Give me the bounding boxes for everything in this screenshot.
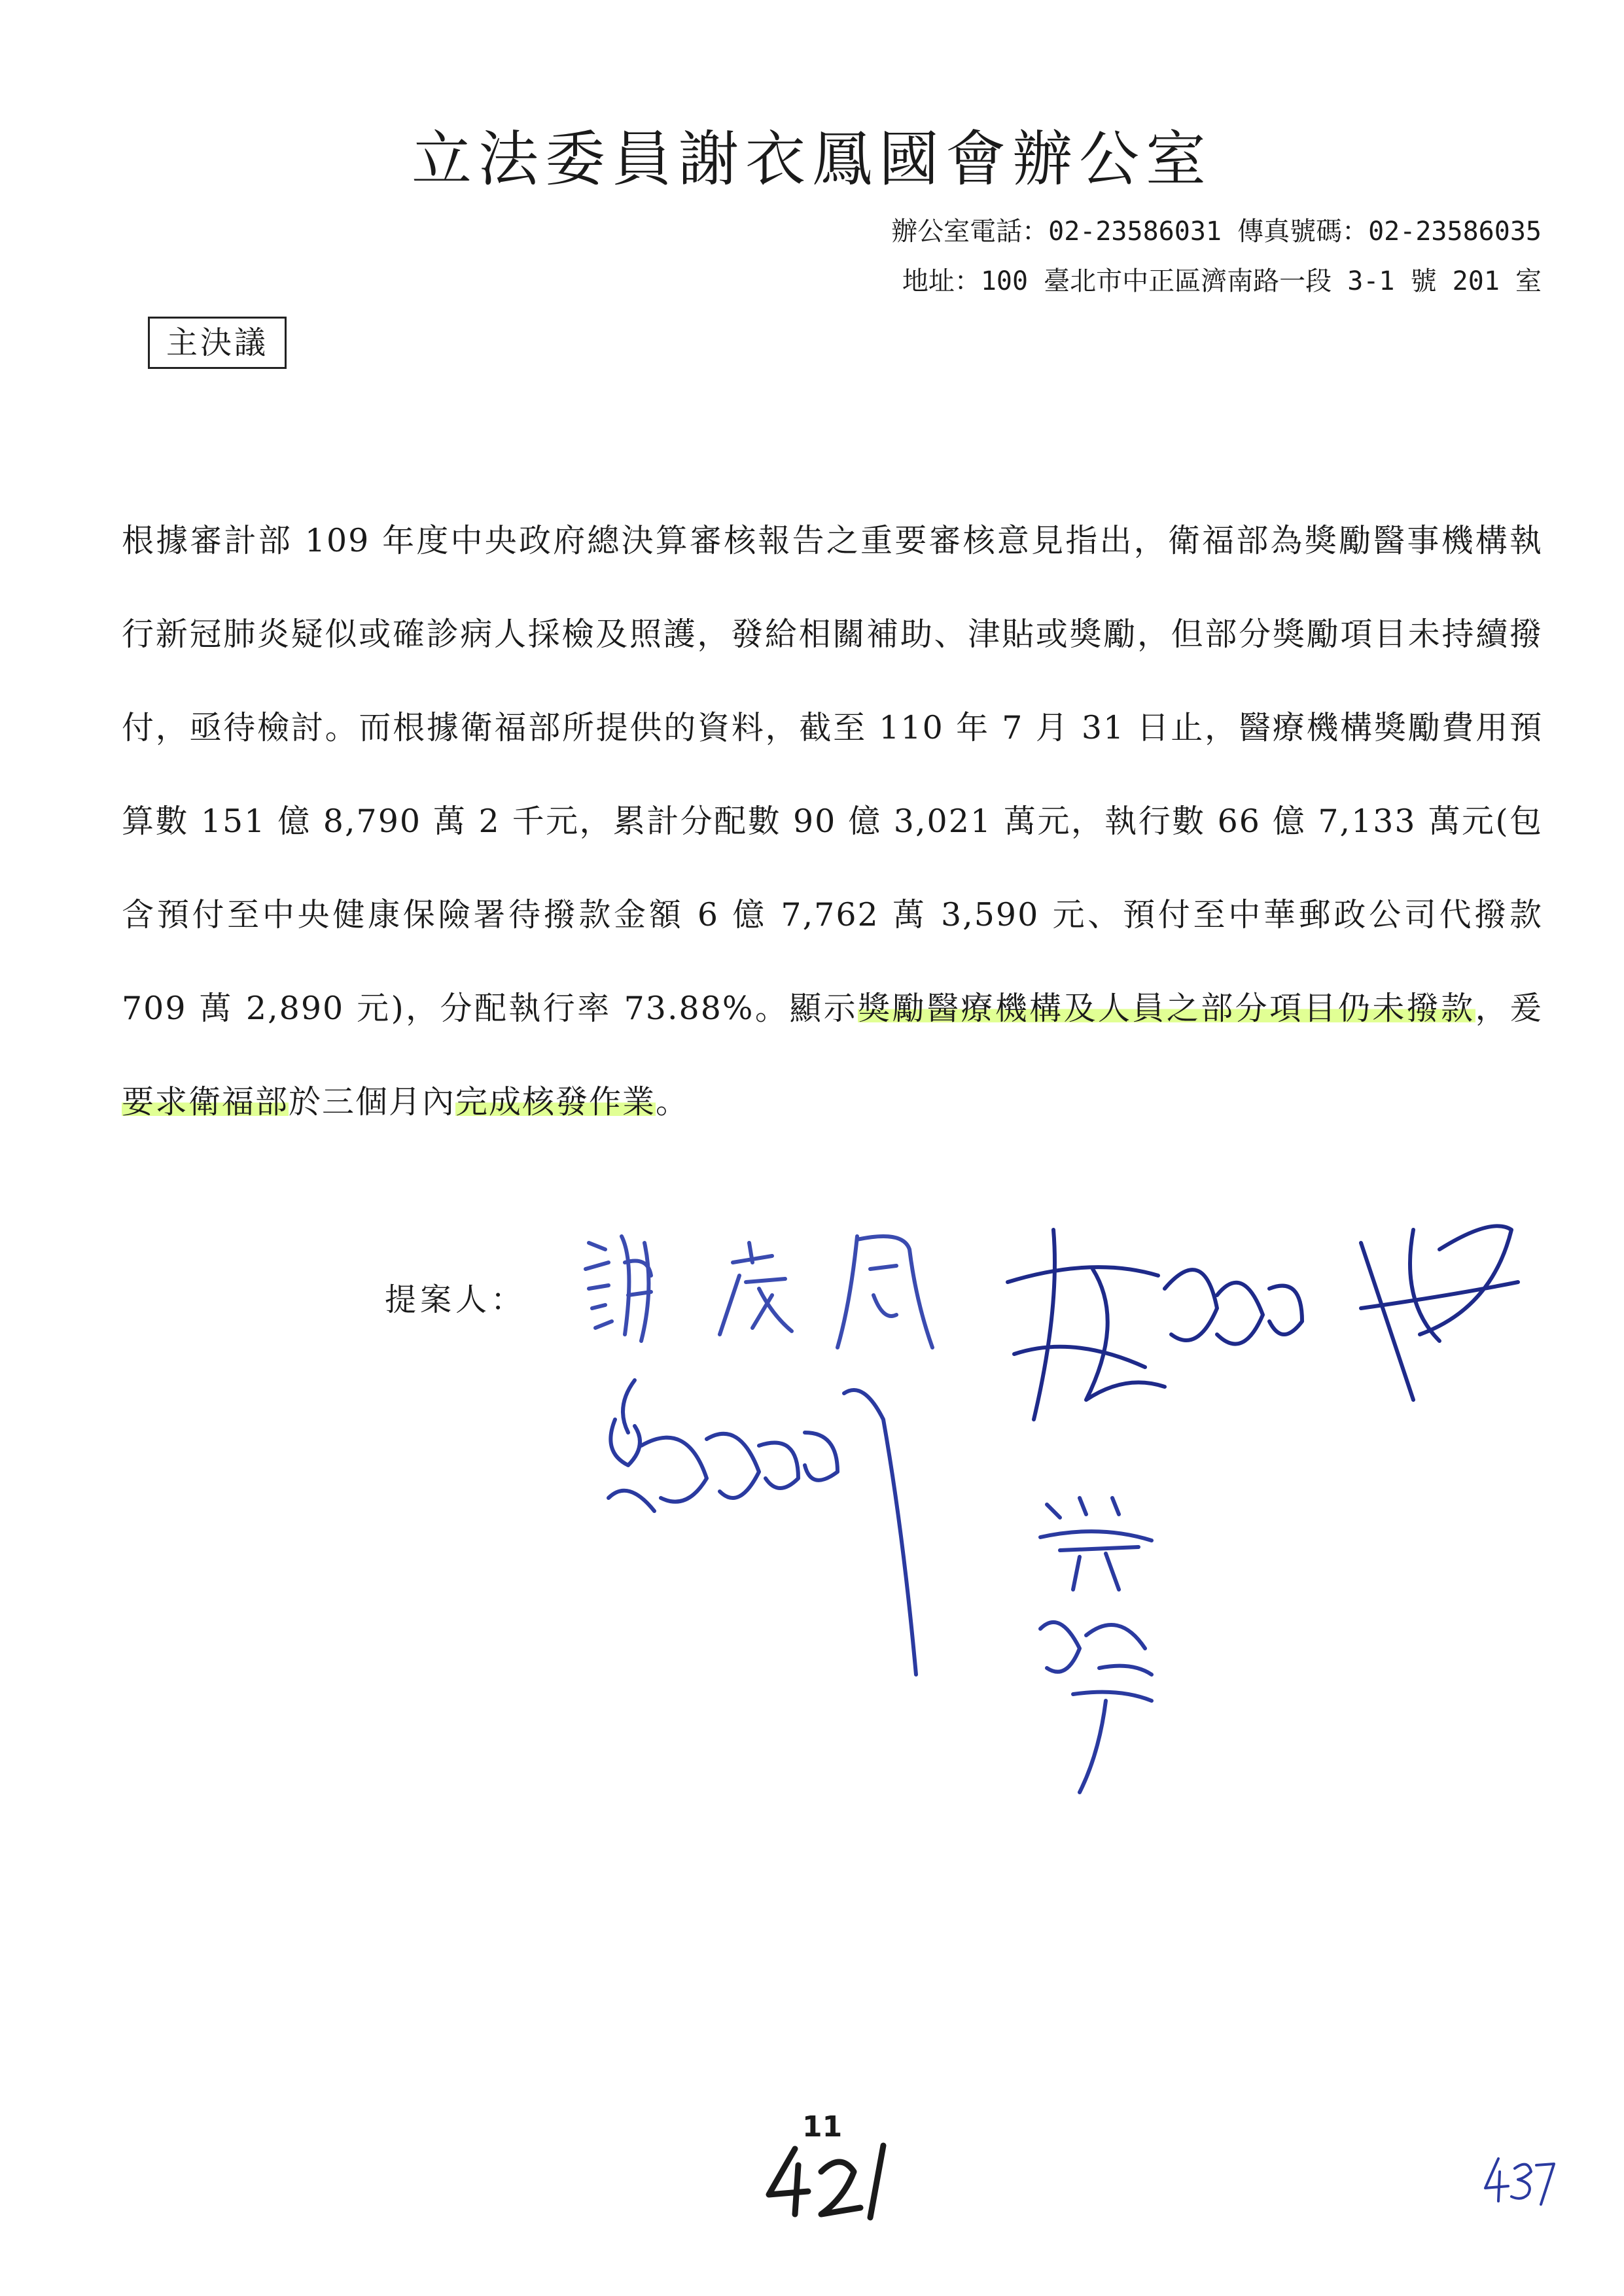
handwritten-page-number — [759, 2139, 903, 2224]
phone-fax-line: 辦公室電話：02-23586031 傳真號碼：02-23586035 — [891, 217, 1542, 247]
corner-mark-437 — [1479, 2152, 1557, 2211]
highlight-request-mohw: 要求衛福部 — [122, 1083, 289, 1121]
resolution-body — [122, 494, 1543, 1149]
signature-bottom-right — [1021, 1478, 1191, 1805]
resolution-tag: 主決議 — [148, 317, 287, 369]
proposer-label: 提案人： — [385, 1281, 527, 1318]
body-text-4: 。 — [656, 1083, 690, 1121]
highlight-complete-issuance: 完成核發作業 — [455, 1083, 656, 1121]
signature-left-middle — [589, 1367, 929, 1681]
body-text-3: 於三個月內 — [289, 1083, 456, 1121]
signature-large-top-right — [995, 1204, 1531, 1439]
body-paragraph — [122, 494, 1543, 1149]
signature-xie-yi-feng — [576, 1223, 942, 1354]
office-title: 立法委員謝衣鳳國會辦公室 — [411, 124, 1212, 194]
printed-page-number: 11 — [802, 2110, 843, 2144]
address-line: 地址：100 臺北市中正區濟南路一段 3-1 號 201 室 — [902, 266, 1542, 296]
body-text-2: ，爰 — [1475, 990, 1543, 1027]
body-text: 根據審計部 109 年度中央政府總決算審核報告之重要審核意見指出，衛福部為獎勵醫事機構執行新冠肺炎疑似或確診病人採檢及照護，發給相關補助、津貼或獎勵，但部分獎勵項目未持續撥付，亟待檢討。而根據衛福部所提供的資料，截至 110 年 7 月 31 日止，醫療機構獎勵費用預算數 151 億 8,790 萬 2 千元，累計分配數 90 億 3,021 萬元，執行數 66 億 7,133 萬元(包含預付至中央健康保險署待撥款金額 6 億 7,762 萬 3,590 元、預付至中華郵政公司代撥款 709 萬 2,890 元)，分配執行率 73.88%。顯示 — [122, 522, 1543, 1027]
highlight-unpaid-items: 獎勵醫療機構及人員之部分項目仍未撥款 — [858, 990, 1475, 1027]
